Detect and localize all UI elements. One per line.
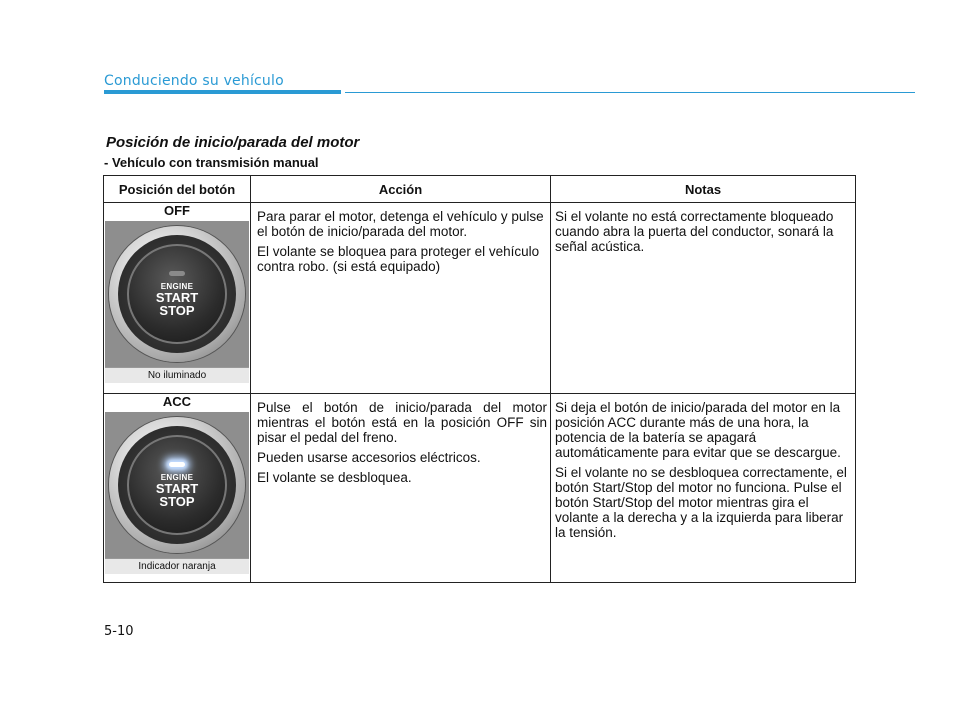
notes-text: Si el volante no se desbloquea correctamente, el botón Start/Stop del motor no funciona. Pulse el botón Start/Stop del motor mientras gira el volante a la derecha y a la izquierda para liberar la tensión.: [555, 465, 847, 540]
action-cell: [251, 394, 551, 583]
button-text-stop: STOP: [159, 303, 195, 318]
page-number: 5-10: [104, 624, 134, 639]
button-bezel: [109, 226, 245, 362]
button-position-table: [103, 175, 856, 583]
button-caption: No iluminado: [105, 367, 249, 383]
start-stop-button-image: [105, 221, 249, 367]
indicator-light-icon: [169, 462, 185, 467]
action-text: Pueden usarse accesorios eléctricos.: [257, 450, 481, 465]
header-notes: Notas: [551, 176, 856, 203]
header-action: Acción: [251, 176, 551, 203]
table-header-row: [104, 176, 856, 203]
button-face: [127, 244, 227, 344]
header-rule-thin: [345, 92, 915, 93]
section-subtitle: - Vehículo con transmisión manual: [104, 155, 319, 170]
button-face: [127, 435, 227, 535]
button-ring: [118, 235, 236, 353]
start-stop-button-image: [105, 412, 249, 558]
position-cell: [104, 203, 251, 394]
button-text-stop: STOP: [159, 494, 195, 509]
button-ring: [118, 426, 236, 544]
table-row: [104, 203, 856, 394]
notes-cell: [551, 394, 856, 583]
notes-text: Si el volante no está correctamente bloqueado cuando abra la puerta del conductor, sonará la señal acústica.: [555, 209, 834, 254]
table-row: [104, 394, 856, 583]
action-cell: [251, 203, 551, 394]
button-text-start: START: [155, 290, 199, 305]
button-caption: Indicador naranja: [105, 558, 249, 574]
action-text: El volante se desbloquea.: [257, 470, 412, 485]
chapter-title: Conduciendo su vehículo: [104, 73, 284, 89]
button-text-engine: ENGINE: [160, 473, 194, 482]
action-text: Pulse el botón de inicio/parada del motor mientras el botón está en la posición OFF sin pisar el pedal del freno.: [257, 400, 547, 445]
section-title: Posición de inicio/parada del motor: [106, 134, 360, 151]
notes-text: Si deja el botón de inicio/parada del motor en la posición ACC durante más de una hora, la potencia de la batería se apagará automáticamente para evitar que se descargue.: [555, 400, 841, 460]
position-cell: [104, 394, 251, 583]
header-rule-thick: [104, 90, 341, 94]
action-text: Para parar el motor, detenga el vehículo y pulse el botón de inicio/parada del motor.: [257, 209, 544, 239]
indicator-light-icon: [169, 271, 185, 276]
notes-cell: [551, 203, 856, 394]
action-text: El volante se bloquea para proteger el vehículo contra robo. (si está equipado): [257, 244, 540, 274]
position-label: OFF: [164, 203, 190, 218]
button-text-start: START: [155, 481, 199, 496]
header-position: Posición del botón: [104, 176, 251, 203]
button-text-engine: ENGINE: [160, 282, 194, 291]
button-bezel: [109, 417, 245, 553]
position-label: ACC: [162, 394, 192, 409]
